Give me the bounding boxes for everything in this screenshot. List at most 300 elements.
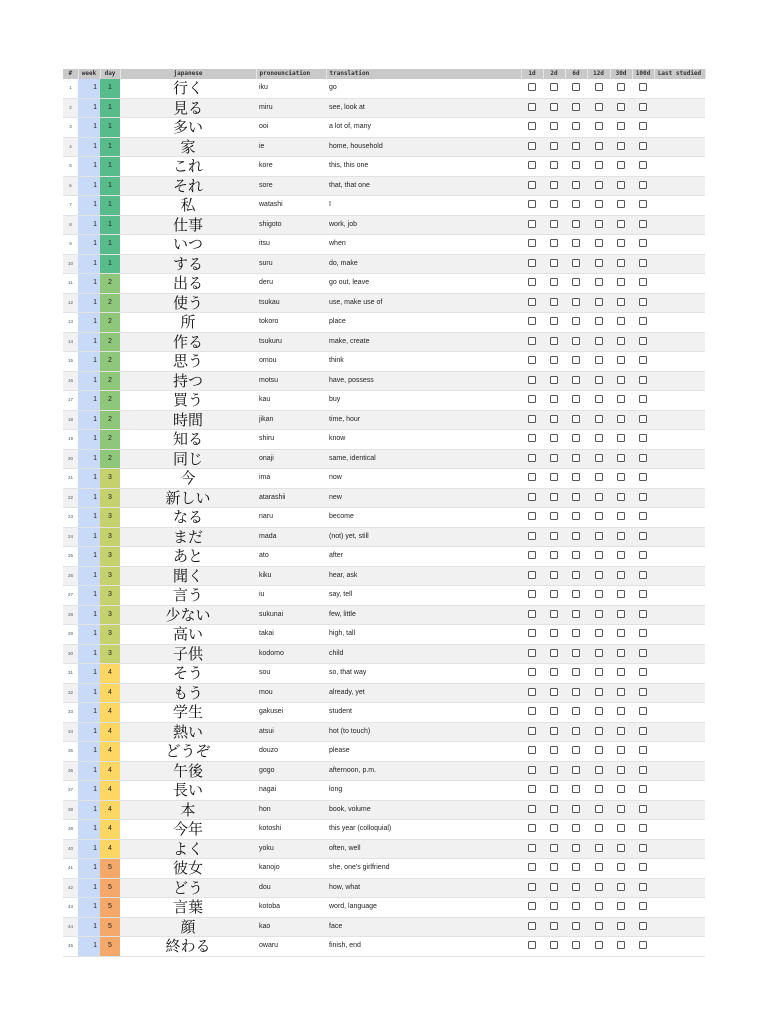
review-1d-checkbox[interactable] <box>528 220 536 228</box>
review-2d-checkbox[interactable] <box>550 824 558 832</box>
review-100d-checkbox[interactable] <box>639 785 647 793</box>
review-2d-checkbox[interactable] <box>550 551 558 559</box>
review-6d-checkbox[interactable] <box>572 278 580 286</box>
review-1d-checkbox[interactable] <box>528 298 536 306</box>
review-30d-checkbox[interactable] <box>617 766 625 774</box>
review-1d-checkbox[interactable] <box>528 571 536 579</box>
review-12d-checkbox[interactable] <box>595 395 603 403</box>
last-studied-cell[interactable] <box>654 722 705 742</box>
review-2d-checkbox[interactable] <box>550 395 558 403</box>
review-1d-checkbox[interactable] <box>528 181 536 189</box>
review-100d-checkbox[interactable] <box>639 532 647 540</box>
review-2d-checkbox[interactable] <box>550 356 558 364</box>
last-studied-cell[interactable] <box>654 469 705 489</box>
review-100d-checkbox[interactable] <box>639 610 647 618</box>
review-100d-checkbox[interactable] <box>639 83 647 91</box>
review-1d-checkbox[interactable] <box>528 824 536 832</box>
review-100d-checkbox[interactable] <box>639 863 647 871</box>
review-12d-checkbox[interactable] <box>595 434 603 442</box>
review-6d-checkbox[interactable] <box>572 668 580 676</box>
review-2d-checkbox[interactable] <box>550 727 558 735</box>
last-studied-cell[interactable] <box>654 917 705 937</box>
review-30d-checkbox[interactable] <box>617 688 625 696</box>
review-100d-checkbox[interactable] <box>639 902 647 910</box>
review-2d-checkbox[interactable] <box>550 200 558 208</box>
review-100d-checkbox[interactable] <box>639 805 647 813</box>
review-100d-checkbox[interactable] <box>639 883 647 891</box>
review-100d-checkbox[interactable] <box>639 766 647 774</box>
review-100d-checkbox[interactable] <box>639 727 647 735</box>
review-30d-checkbox[interactable] <box>617 220 625 228</box>
review-1d-checkbox[interactable] <box>528 259 536 267</box>
review-1d-checkbox[interactable] <box>528 941 536 949</box>
review-30d-checkbox[interactable] <box>617 610 625 618</box>
review-100d-checkbox[interactable] <box>639 259 647 267</box>
review-2d-checkbox[interactable] <box>550 883 558 891</box>
review-1d-checkbox[interactable] <box>528 122 536 130</box>
review-30d-checkbox[interactable] <box>617 805 625 813</box>
review-6d-checkbox[interactable] <box>572 883 580 891</box>
last-studied-cell[interactable] <box>654 605 705 625</box>
review-30d-checkbox[interactable] <box>617 551 625 559</box>
review-1d-checkbox[interactable] <box>528 161 536 169</box>
review-12d-checkbox[interactable] <box>595 200 603 208</box>
review-12d-checkbox[interactable] <box>595 298 603 306</box>
review-12d-checkbox[interactable] <box>595 278 603 286</box>
review-30d-checkbox[interactable] <box>617 746 625 754</box>
review-100d-checkbox[interactable] <box>639 668 647 676</box>
review-30d-checkbox[interactable] <box>617 356 625 364</box>
review-6d-checkbox[interactable] <box>572 356 580 364</box>
review-12d-checkbox[interactable] <box>595 941 603 949</box>
review-12d-checkbox[interactable] <box>595 727 603 735</box>
review-12d-checkbox[interactable] <box>595 688 603 696</box>
review-100d-checkbox[interactable] <box>639 161 647 169</box>
review-6d-checkbox[interactable] <box>572 766 580 774</box>
review-6d-checkbox[interactable] <box>572 142 580 150</box>
review-100d-checkbox[interactable] <box>639 434 647 442</box>
review-2d-checkbox[interactable] <box>550 376 558 384</box>
review-12d-checkbox[interactable] <box>595 103 603 111</box>
last-studied-cell[interactable] <box>654 820 705 840</box>
review-2d-checkbox[interactable] <box>550 610 558 618</box>
review-12d-checkbox[interactable] <box>595 785 603 793</box>
review-30d-checkbox[interactable] <box>617 259 625 267</box>
review-2d-checkbox[interactable] <box>550 298 558 306</box>
review-100d-checkbox[interactable] <box>639 746 647 754</box>
review-6d-checkbox[interactable] <box>572 161 580 169</box>
review-6d-checkbox[interactable] <box>572 649 580 657</box>
review-12d-checkbox[interactable] <box>595 220 603 228</box>
review-1d-checkbox[interactable] <box>528 629 536 637</box>
review-6d-checkbox[interactable] <box>572 824 580 832</box>
review-6d-checkbox[interactable] <box>572 922 580 930</box>
review-12d-checkbox[interactable] <box>595 512 603 520</box>
review-6d-checkbox[interactable] <box>572 844 580 852</box>
review-6d-checkbox[interactable] <box>572 941 580 949</box>
review-30d-checkbox[interactable] <box>617 317 625 325</box>
review-6d-checkbox[interactable] <box>572 688 580 696</box>
review-30d-checkbox[interactable] <box>617 571 625 579</box>
review-30d-checkbox[interactable] <box>617 512 625 520</box>
review-30d-checkbox[interactable] <box>617 493 625 501</box>
review-6d-checkbox[interactable] <box>572 434 580 442</box>
review-30d-checkbox[interactable] <box>617 395 625 403</box>
review-30d-checkbox[interactable] <box>617 727 625 735</box>
last-studied-cell[interactable] <box>654 352 705 372</box>
review-12d-checkbox[interactable] <box>595 83 603 91</box>
review-1d-checkbox[interactable] <box>528 473 536 481</box>
review-12d-checkbox[interactable] <box>595 259 603 267</box>
review-2d-checkbox[interactable] <box>550 902 558 910</box>
review-1d-checkbox[interactable] <box>528 142 536 150</box>
review-30d-checkbox[interactable] <box>617 902 625 910</box>
last-studied-cell[interactable] <box>654 488 705 508</box>
review-6d-checkbox[interactable] <box>572 532 580 540</box>
review-12d-checkbox[interactable] <box>595 142 603 150</box>
review-2d-checkbox[interactable] <box>550 571 558 579</box>
review-6d-checkbox[interactable] <box>572 103 580 111</box>
review-1d-checkbox[interactable] <box>528 493 536 501</box>
review-2d-checkbox[interactable] <box>550 532 558 540</box>
review-6d-checkbox[interactable] <box>572 746 580 754</box>
review-6d-checkbox[interactable] <box>572 473 580 481</box>
review-100d-checkbox[interactable] <box>639 688 647 696</box>
review-6d-checkbox[interactable] <box>572 259 580 267</box>
last-studied-cell[interactable] <box>654 644 705 664</box>
last-studied-cell[interactable] <box>654 79 705 98</box>
review-100d-checkbox[interactable] <box>639 103 647 111</box>
review-2d-checkbox[interactable] <box>550 688 558 696</box>
review-100d-checkbox[interactable] <box>639 220 647 228</box>
review-100d-checkbox[interactable] <box>639 571 647 579</box>
review-12d-checkbox[interactable] <box>595 415 603 423</box>
review-100d-checkbox[interactable] <box>639 239 647 247</box>
review-2d-checkbox[interactable] <box>550 122 558 130</box>
review-1d-checkbox[interactable] <box>528 356 536 364</box>
review-100d-checkbox[interactable] <box>639 181 647 189</box>
review-2d-checkbox[interactable] <box>550 844 558 852</box>
review-6d-checkbox[interactable] <box>572 454 580 462</box>
review-2d-checkbox[interactable] <box>550 863 558 871</box>
review-1d-checkbox[interactable] <box>528 785 536 793</box>
review-12d-checkbox[interactable] <box>595 707 603 715</box>
review-30d-checkbox[interactable] <box>617 83 625 91</box>
review-2d-checkbox[interactable] <box>550 239 558 247</box>
review-100d-checkbox[interactable] <box>639 824 647 832</box>
review-6d-checkbox[interactable] <box>572 395 580 403</box>
review-30d-checkbox[interactable] <box>617 473 625 481</box>
review-12d-checkbox[interactable] <box>595 922 603 930</box>
review-100d-checkbox[interactable] <box>639 473 647 481</box>
review-6d-checkbox[interactable] <box>572 200 580 208</box>
review-2d-checkbox[interactable] <box>550 473 558 481</box>
review-12d-checkbox[interactable] <box>595 337 603 345</box>
review-12d-checkbox[interactable] <box>595 473 603 481</box>
review-30d-checkbox[interactable] <box>617 532 625 540</box>
last-studied-cell[interactable] <box>654 274 705 294</box>
review-1d-checkbox[interactable] <box>528 200 536 208</box>
review-1d-checkbox[interactable] <box>528 532 536 540</box>
review-100d-checkbox[interactable] <box>639 317 647 325</box>
review-12d-checkbox[interactable] <box>595 902 603 910</box>
review-6d-checkbox[interactable] <box>572 551 580 559</box>
last-studied-cell[interactable] <box>654 800 705 820</box>
review-30d-checkbox[interactable] <box>617 649 625 657</box>
review-6d-checkbox[interactable] <box>572 610 580 618</box>
review-1d-checkbox[interactable] <box>528 415 536 423</box>
review-2d-checkbox[interactable] <box>550 142 558 150</box>
review-2d-checkbox[interactable] <box>550 434 558 442</box>
review-30d-checkbox[interactable] <box>617 922 625 930</box>
review-2d-checkbox[interactable] <box>550 746 558 754</box>
review-12d-checkbox[interactable] <box>595 122 603 130</box>
review-2d-checkbox[interactable] <box>550 512 558 520</box>
review-12d-checkbox[interactable] <box>595 649 603 657</box>
review-12d-checkbox[interactable] <box>595 629 603 637</box>
review-6d-checkbox[interactable] <box>572 337 580 345</box>
last-studied-cell[interactable] <box>654 176 705 196</box>
review-12d-checkbox[interactable] <box>595 376 603 384</box>
last-studied-cell[interactable] <box>654 703 705 723</box>
review-6d-checkbox[interactable] <box>572 239 580 247</box>
review-6d-checkbox[interactable] <box>572 727 580 735</box>
last-studied-cell[interactable] <box>654 878 705 898</box>
review-2d-checkbox[interactable] <box>550 668 558 676</box>
review-1d-checkbox[interactable] <box>528 746 536 754</box>
review-100d-checkbox[interactable] <box>639 298 647 306</box>
review-1d-checkbox[interactable] <box>528 707 536 715</box>
last-studied-cell[interactable] <box>654 98 705 118</box>
review-12d-checkbox[interactable] <box>595 532 603 540</box>
review-2d-checkbox[interactable] <box>550 415 558 423</box>
review-6d-checkbox[interactable] <box>572 122 580 130</box>
review-100d-checkbox[interactable] <box>639 707 647 715</box>
review-1d-checkbox[interactable] <box>528 551 536 559</box>
review-2d-checkbox[interactable] <box>550 785 558 793</box>
review-30d-checkbox[interactable] <box>617 434 625 442</box>
review-2d-checkbox[interactable] <box>550 922 558 930</box>
review-100d-checkbox[interactable] <box>639 649 647 657</box>
review-6d-checkbox[interactable] <box>572 493 580 501</box>
review-2d-checkbox[interactable] <box>550 629 558 637</box>
last-studied-cell[interactable] <box>654 547 705 567</box>
review-12d-checkbox[interactable] <box>595 590 603 598</box>
last-studied-cell[interactable] <box>654 683 705 703</box>
review-6d-checkbox[interactable] <box>572 571 580 579</box>
review-6d-checkbox[interactable] <box>572 805 580 813</box>
review-12d-checkbox[interactable] <box>595 610 603 618</box>
review-100d-checkbox[interactable] <box>639 376 647 384</box>
review-2d-checkbox[interactable] <box>550 278 558 286</box>
last-studied-cell[interactable] <box>654 137 705 157</box>
review-2d-checkbox[interactable] <box>550 590 558 598</box>
last-studied-cell[interactable] <box>654 235 705 255</box>
review-2d-checkbox[interactable] <box>550 83 558 91</box>
review-30d-checkbox[interactable] <box>617 668 625 676</box>
review-12d-checkbox[interactable] <box>595 239 603 247</box>
review-100d-checkbox[interactable] <box>639 629 647 637</box>
review-1d-checkbox[interactable] <box>528 434 536 442</box>
review-100d-checkbox[interactable] <box>639 122 647 130</box>
review-2d-checkbox[interactable] <box>550 161 558 169</box>
review-100d-checkbox[interactable] <box>639 395 647 403</box>
review-12d-checkbox[interactable] <box>595 493 603 501</box>
review-1d-checkbox[interactable] <box>528 376 536 384</box>
review-30d-checkbox[interactable] <box>617 707 625 715</box>
review-1d-checkbox[interactable] <box>528 103 536 111</box>
review-2d-checkbox[interactable] <box>550 805 558 813</box>
review-12d-checkbox[interactable] <box>595 766 603 774</box>
review-30d-checkbox[interactable] <box>617 590 625 598</box>
review-1d-checkbox[interactable] <box>528 766 536 774</box>
review-12d-checkbox[interactable] <box>595 317 603 325</box>
review-2d-checkbox[interactable] <box>550 649 558 657</box>
review-1d-checkbox[interactable] <box>528 337 536 345</box>
review-1d-checkbox[interactable] <box>528 395 536 403</box>
last-studied-cell[interactable] <box>654 527 705 547</box>
review-12d-checkbox[interactable] <box>595 571 603 579</box>
review-100d-checkbox[interactable] <box>639 415 647 423</box>
review-30d-checkbox[interactable] <box>617 785 625 793</box>
review-1d-checkbox[interactable] <box>528 512 536 520</box>
review-6d-checkbox[interactable] <box>572 317 580 325</box>
review-6d-checkbox[interactable] <box>572 785 580 793</box>
review-2d-checkbox[interactable] <box>550 707 558 715</box>
review-30d-checkbox[interactable] <box>617 629 625 637</box>
review-100d-checkbox[interactable] <box>639 551 647 559</box>
review-12d-checkbox[interactable] <box>595 805 603 813</box>
review-12d-checkbox[interactable] <box>595 883 603 891</box>
review-1d-checkbox[interactable] <box>528 688 536 696</box>
review-100d-checkbox[interactable] <box>639 142 647 150</box>
review-30d-checkbox[interactable] <box>617 376 625 384</box>
review-1d-checkbox[interactable] <box>528 922 536 930</box>
review-30d-checkbox[interactable] <box>617 122 625 130</box>
last-studied-cell[interactable] <box>654 332 705 352</box>
last-studied-cell[interactable] <box>654 157 705 177</box>
last-studied-cell[interactable] <box>654 449 705 469</box>
last-studied-cell[interactable] <box>654 566 705 586</box>
review-100d-checkbox[interactable] <box>639 200 647 208</box>
review-30d-checkbox[interactable] <box>617 454 625 462</box>
review-6d-checkbox[interactable] <box>572 863 580 871</box>
review-100d-checkbox[interactable] <box>639 493 647 501</box>
review-2d-checkbox[interactable] <box>550 181 558 189</box>
review-6d-checkbox[interactable] <box>572 298 580 306</box>
review-30d-checkbox[interactable] <box>617 200 625 208</box>
last-studied-cell[interactable] <box>654 391 705 411</box>
review-1d-checkbox[interactable] <box>528 844 536 852</box>
review-6d-checkbox[interactable] <box>572 902 580 910</box>
review-30d-checkbox[interactable] <box>617 337 625 345</box>
review-12d-checkbox[interactable] <box>595 746 603 754</box>
last-studied-cell[interactable] <box>654 215 705 235</box>
review-1d-checkbox[interactable] <box>528 668 536 676</box>
last-studied-cell[interactable] <box>654 410 705 430</box>
review-100d-checkbox[interactable] <box>639 922 647 930</box>
review-100d-checkbox[interactable] <box>639 278 647 286</box>
review-2d-checkbox[interactable] <box>550 317 558 325</box>
review-30d-checkbox[interactable] <box>617 239 625 247</box>
review-6d-checkbox[interactable] <box>572 181 580 189</box>
review-30d-checkbox[interactable] <box>617 181 625 189</box>
last-studied-cell[interactable] <box>654 664 705 684</box>
review-2d-checkbox[interactable] <box>550 259 558 267</box>
last-studied-cell[interactable] <box>654 898 705 918</box>
review-12d-checkbox[interactable] <box>595 356 603 364</box>
review-100d-checkbox[interactable] <box>639 941 647 949</box>
review-12d-checkbox[interactable] <box>595 844 603 852</box>
review-6d-checkbox[interactable] <box>572 83 580 91</box>
last-studied-cell[interactable] <box>654 293 705 313</box>
review-100d-checkbox[interactable] <box>639 356 647 364</box>
review-1d-checkbox[interactable] <box>528 883 536 891</box>
review-100d-checkbox[interactable] <box>639 590 647 598</box>
last-studied-cell[interactable] <box>654 761 705 781</box>
review-1d-checkbox[interactable] <box>528 83 536 91</box>
review-2d-checkbox[interactable] <box>550 220 558 228</box>
review-1d-checkbox[interactable] <box>528 610 536 618</box>
review-12d-checkbox[interactable] <box>595 181 603 189</box>
review-12d-checkbox[interactable] <box>595 668 603 676</box>
review-30d-checkbox[interactable] <box>617 278 625 286</box>
review-30d-checkbox[interactable] <box>617 883 625 891</box>
review-12d-checkbox[interactable] <box>595 863 603 871</box>
last-studied-cell[interactable] <box>654 371 705 391</box>
last-studied-cell[interactable] <box>654 937 705 957</box>
review-2d-checkbox[interactable] <box>550 766 558 774</box>
last-studied-cell[interactable] <box>654 254 705 274</box>
review-1d-checkbox[interactable] <box>528 805 536 813</box>
review-30d-checkbox[interactable] <box>617 142 625 150</box>
review-1d-checkbox[interactable] <box>528 590 536 598</box>
last-studied-cell[interactable] <box>654 196 705 216</box>
review-12d-checkbox[interactable] <box>595 454 603 462</box>
review-100d-checkbox[interactable] <box>639 454 647 462</box>
review-12d-checkbox[interactable] <box>595 551 603 559</box>
last-studied-cell[interactable] <box>654 742 705 762</box>
review-100d-checkbox[interactable] <box>639 844 647 852</box>
review-6d-checkbox[interactable] <box>572 707 580 715</box>
last-studied-cell[interactable] <box>654 508 705 528</box>
review-6d-checkbox[interactable] <box>572 629 580 637</box>
review-30d-checkbox[interactable] <box>617 415 625 423</box>
review-6d-checkbox[interactable] <box>572 220 580 228</box>
review-6d-checkbox[interactable] <box>572 376 580 384</box>
review-1d-checkbox[interactable] <box>528 649 536 657</box>
review-30d-checkbox[interactable] <box>617 941 625 949</box>
review-100d-checkbox[interactable] <box>639 337 647 345</box>
review-2d-checkbox[interactable] <box>550 941 558 949</box>
last-studied-cell[interactable] <box>654 625 705 645</box>
review-1d-checkbox[interactable] <box>528 727 536 735</box>
review-6d-checkbox[interactable] <box>572 415 580 423</box>
review-1d-checkbox[interactable] <box>528 454 536 462</box>
review-2d-checkbox[interactable] <box>550 337 558 345</box>
review-2d-checkbox[interactable] <box>550 454 558 462</box>
review-1d-checkbox[interactable] <box>528 239 536 247</box>
last-studied-cell[interactable] <box>654 839 705 859</box>
review-30d-checkbox[interactable] <box>617 824 625 832</box>
review-1d-checkbox[interactable] <box>528 863 536 871</box>
review-30d-checkbox[interactable] <box>617 844 625 852</box>
review-6d-checkbox[interactable] <box>572 512 580 520</box>
review-30d-checkbox[interactable] <box>617 161 625 169</box>
review-30d-checkbox[interactable] <box>617 863 625 871</box>
last-studied-cell[interactable] <box>654 313 705 333</box>
last-studied-cell[interactable] <box>654 586 705 606</box>
